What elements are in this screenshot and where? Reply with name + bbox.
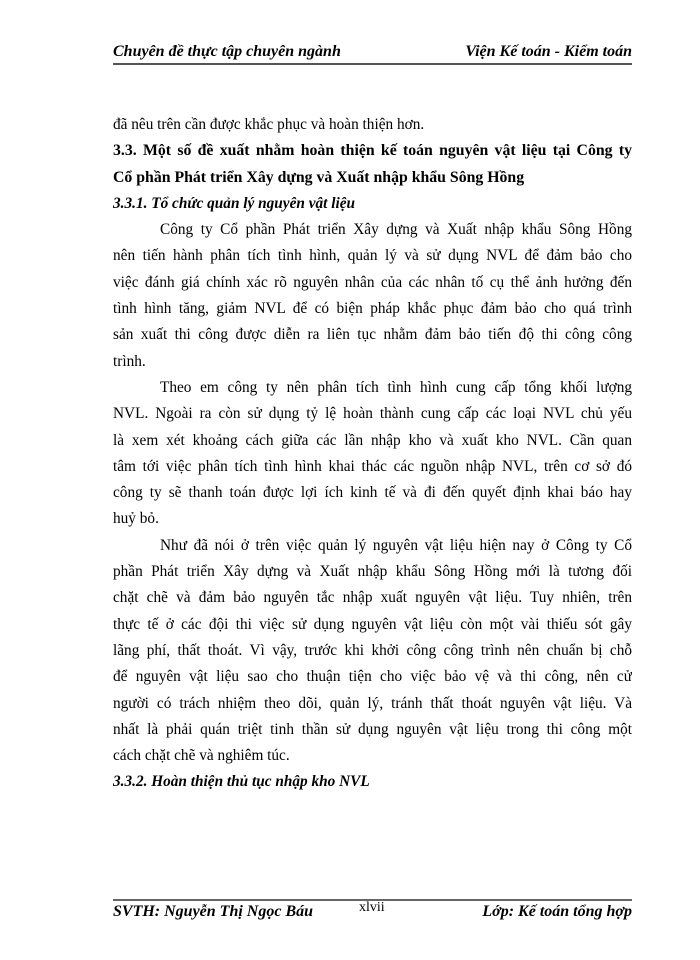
footer-class: Lớp: Kế toán tổng hợp: [482, 903, 632, 920]
text-line: thực tế ở các đội thi việc sử dụng nguyên vật liệu còn một vài thiếu sót gây: [113, 615, 632, 633]
section-heading-line: 3.3.1. Tổ chức quản lý nguyên vật liệu: [113, 194, 356, 212]
header-left: Chuyên đề thực tập chuyên ngành: [113, 43, 341, 60]
text-line: Công ty Cổ phần Phát triển Xây dựng và Xuất nhập khẩu Sông Hồng: [160, 221, 632, 239]
document-body: [113, 112, 632, 796]
text-line: NVL. Ngoài ra còn sử dụng tỷ lệ hoàn thành cung cấp các loại NVL chủ yếu: [113, 405, 632, 423]
text-line: người có trách nhiệm theo dõi, quản lý, tránh thất thoát nguyên vật liệu. Và: [113, 694, 632, 712]
text-line: chặt chẽ và đảm bảo nguyên tắc nhập xuất nguyên vật liệu. Tuy nhiên, trên: [113, 589, 632, 607]
page-header: [113, 34, 632, 65]
section-heading-line: Cổ phần Phát triển Xây dựng và Xuất nhập khẩu Sông Hồng: [113, 168, 525, 186]
text-line: Như đã nói ở trên việc quản lý nguyên vật liệu hiện nay ở Công ty Cổ: [160, 536, 632, 554]
section-heading-line: 3.3. Một số đề xuất nhằm hoàn thiện kế toán nguyên vật liệu tại Công ty: [113, 142, 632, 160]
text-line: nên tiến hành phân tích tình hình, quản lý và sử dụng NVL để đảm bảo cho: [113, 247, 632, 265]
text-line: đã nêu trên cần được khắc phục và hoàn thiện hơn.: [113, 116, 425, 133]
text-line: trình.: [113, 352, 146, 370]
header-right: Viện Kế toán - Kiểm toán: [465, 43, 632, 60]
text-line: Theo em công ty nên phân tích tình hình cung cấp tổng khối lượng: [160, 378, 632, 396]
text-line: phần Phát triển Xây dựng và Xuất nhập khẩu Sông Hồng mới là tương đối: [113, 563, 632, 581]
text-line: tình hình tăng, giảm NVL để có biện pháp khắc phục đảm bảo cho quá trình: [113, 300, 632, 318]
page-number: xlvii: [359, 900, 385, 915]
section-heading-line: 3.3.2. Hoàn thiện thủ tục nhập kho NVL: [113, 773, 370, 791]
text-line: cách chặt chẽ và nghiêm túc.: [113, 747, 290, 765]
page-footer: [113, 899, 632, 925]
text-line: là xem xét khoảng cách giữa các lần nhập kho và xuất kho NVL. Cần quan: [113, 431, 632, 449]
text-line: nhất là phải quán triệt tinh thần sử dụng nguyên vật liệu trong thi công một: [113, 720, 632, 738]
text-line: huỷ bỏ.: [113, 510, 159, 528]
text-line: để nguyên vật liệu sao cho thuận tiện cho việc bảo vệ và thi công, nên cử: [113, 668, 632, 686]
text-line: việc đánh giá chính xác rõ nguyên nhân của các nhân tố cụ thể ảnh hưởng đến: [113, 273, 632, 291]
footer-student: SVTH: Nguyễn Thị Ngọc Báu: [113, 903, 314, 920]
text-line: sản xuất thi công được diễn ra liên tục nhằm đảm bảo tiến độ thi công công: [113, 326, 632, 344]
text-line: lãng phí, thất thoát. Vì vậy, trước khi khởi công công trình nên chuẩn bị chỗ: [113, 641, 632, 659]
text-line: tâm tới việc phân tích tình hình khai thác các nguồn nhập NVL, trên cơ sở đó: [113, 457, 632, 475]
text-line: công ty sẽ thanh toán được lợi ích kinh tế và đi đến quyết định khai báo hay: [113, 484, 632, 502]
